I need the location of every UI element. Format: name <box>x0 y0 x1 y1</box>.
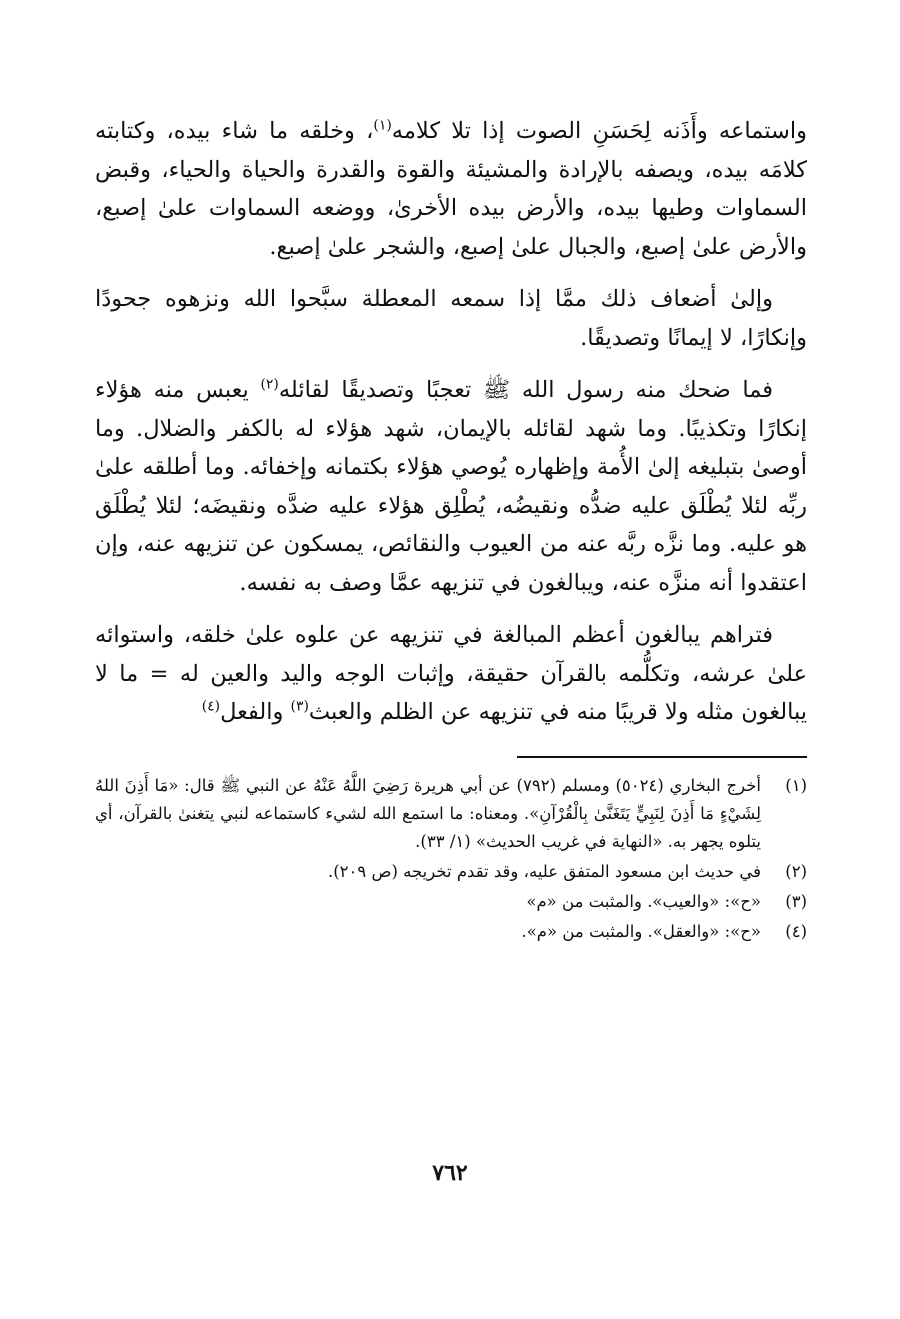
paragraph-3-text-end: يعبس منه هؤلاء إنكارًا وتكذيبًا. وما شهد لقائله بالإيمان، شهد هؤلاء له بالكفر والضلال. وما أوصىٰ بتبليغه إلىٰ الأُمة وإظهاره يُوصي هؤلاء بكتمانه وإخفائه. وما أطلقه علىٰ ربِّه لئلا يُطْلَق عليه ضدُّه ونقيضُه، يُطْلِق هؤلاء عليه ضدَّه ونقيضَه؛ لئلا يُطْلَق هو عليه. وما نزَّه ربَّه عنه من العيوب والنقائص، يمسكون عن تنزيهه عنه، وإن اعتقدوا أنه منزَّه عنه، ويبالغون في تنزيهه عمَّا وصف به نفسه. <box>95 377 807 596</box>
footnote-divider-wrap <box>95 756 807 758</box>
paragraph-3 <box>95 371 807 602</box>
footnote-number: (٤) <box>785 921 807 941</box>
paragraph-2-text: وإلىٰ أضعاف ذلك ممَّا إذا سمعه المعطلة سبَّحوا الله ونزهوه جحودًا وإنكارًا، لا إيمانًا وتصديقًا. <box>95 286 807 351</box>
footnote-4 <box>95 918 807 946</box>
paragraph-4-text-start: فتراهم يبالغون أعظم المبالغة في تنزيهه عن علوه علىٰ خلقه، واستوائه علىٰ عرشه، وتكلُّمه بالقرآن حقيقة، وإثبات الوجه واليد والعين له = ما لا يبالغون مثله ولا قريبًا منه في تنزيهه عن الظلم والعبث <box>95 622 807 725</box>
footnote-3 <box>95 888 807 916</box>
paragraph-1 <box>95 112 807 266</box>
paragraph-1-text-start: واستماعه وأَذَنه لِحَسَنِ الصوت إذا تلا كلامه <box>391 118 808 144</box>
footnotes <box>95 772 807 946</box>
footnote-1 <box>95 772 807 856</box>
paragraph-4-text-middle: والفعل <box>220 699 291 725</box>
footnote-text: «ح»: «والعقل». والمثبت من «م». <box>521 921 761 941</box>
main-text <box>95 112 807 732</box>
footnote-text: أخرج البخاري (٥٠٢٤) ومسلم (٧٩٢) عن أبي هريرة رَضِيَ اللَّهُ عَنْهُ عن النبي ﷺ قال: «مَا أَذِنَ اللهُ لِشَيْءٍ مَا أَذِنَ لِنَبِيٍّ يَتَغَنَّىٰ بِالْقُرْآنِ». ومعناه: ما استمع الله لشيء كاستماعه لنبي يتغنىٰ بالقرآن، أي يتلوه يجهر به. «النهاية في غريب الحديث» (١/ ٣٣). <box>95 775 761 851</box>
footnote-ref-3[interactable]: (٣) <box>290 698 309 715</box>
footnote-number: (١) <box>785 775 807 795</box>
paragraph-3-text-start: فما ضحك منه رسول الله ﷺ تعجبًا وتصديقًا لقائله <box>278 377 774 403</box>
footnote-number: (٢) <box>785 861 807 881</box>
footnote-ref-4[interactable]: (٤) <box>201 698 221 715</box>
footnote-ref-1[interactable]: (١) <box>373 117 392 134</box>
page-content <box>95 112 807 948</box>
paragraph-4 <box>95 616 807 732</box>
page-number: ٧٦٢ <box>432 1160 468 1186</box>
footnote-text: «ح»: «والعيب». والمثبت من «م» <box>526 891 761 911</box>
paragraph-1-text-end: ، وخلقه ما شاء بيده، وكتابته كلامَه بيده، ويصفه بالإرادة والمشيئة والقوة والقدرة والحياة والحياء، وقبض السماوات وطيها بيده، والأرض بيده الأخرىٰ، ووضعه السماوات علىٰ إصبع، والأرض علىٰ إصبع، والجبال علىٰ إصبع، والشجر علىٰ إصبع. <box>95 118 807 260</box>
footnote-number: (٣) <box>785 891 807 911</box>
footnote-text: في حديث ابن مسعود المتفق عليه، وقد تقدم تخريجه (ص ٢٠٩). <box>327 861 761 881</box>
footnote-2 <box>95 858 807 886</box>
paragraph-2 <box>95 280 807 357</box>
footnote-ref-2[interactable]: (٢) <box>260 376 279 393</box>
footnote-divider <box>517 756 807 758</box>
